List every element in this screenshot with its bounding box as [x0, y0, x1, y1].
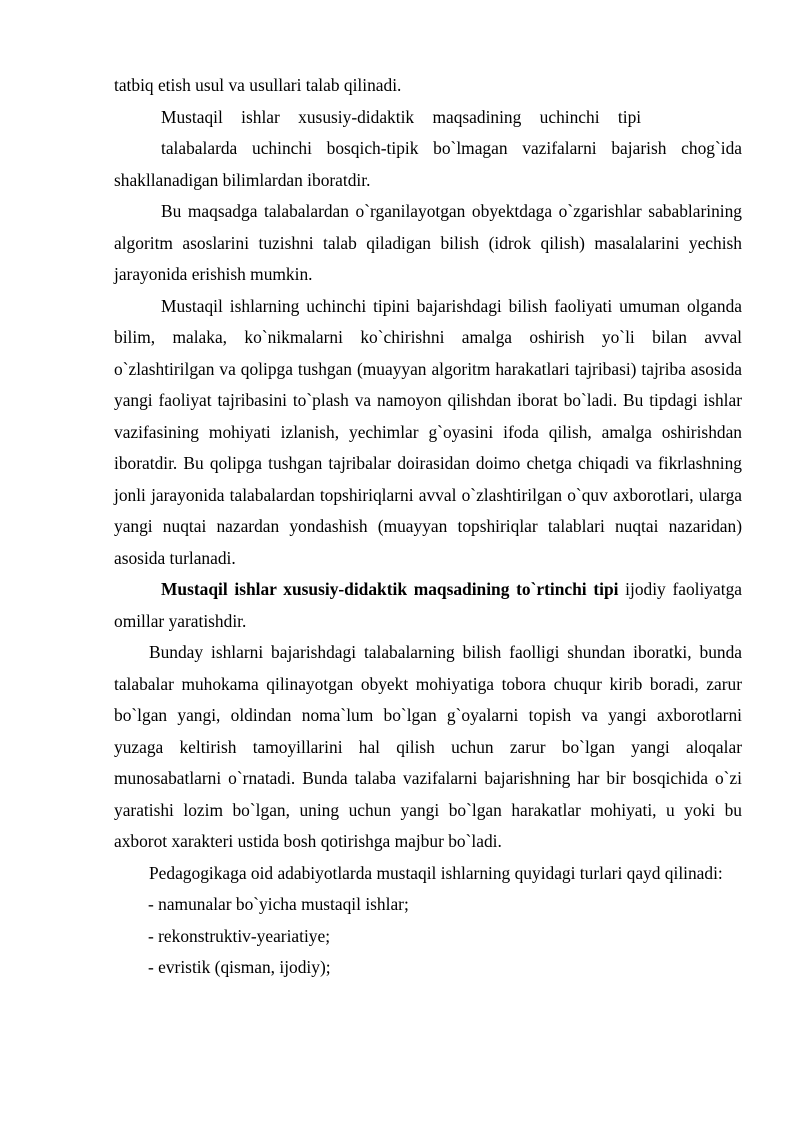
- list-item: - namunalar bo`yicha mustaqil ishlar;: [148, 894, 409, 914]
- paragraph-goal: Bu maqsadga talabalardan o`rganilayotgan obyektdaga o`zgarishlar sabablarining algoritm asoslarini tuzishni talab qiladigan bilish (idrok qilish) masalalarini yechish jarayonida erishish mumkin.: [114, 201, 742, 284]
- paragraph-fourth-type-activity: Bunday ishlarni bajarishdagi talabalarning bilish faolligi shundan iboratki, bunda talabalar muhokama qilinayotgan obyekt mohiyatiga tobora chuqur kirib boradi, zarur bo`lgan yangi, oldindan noma`lum bo`lgan g`oyalarni topish va yangi axborotlarni yuzaga keltirish tamoyillarini hal qilish uchun zarur bo`lgan yangi aloqalar munosabatlarni o`rnatadi. Bunda talaba vazifalarni bajarishning har bir bosqichida o`zi yaratishi lozim bo`lgan, uning uchun yangi bo`lgan harakatlar mohiyati, u yoki bu axborot xarakteri ustida bosh qotirishga majbur bo`ladi.: [114, 642, 742, 851]
- fourth-type-bold-heading: Mustaqil ishlar xususiy-didaktik maqsadining to`rtinchi tipi: [161, 579, 619, 599]
- paragraph-heading-third-type: Mustaqil ishlar xususiy-didaktik maqsadining uchinchi tipi: [161, 106, 642, 127]
- paragraph-types-intro: Pedagogikaga oid adabiyotlarda mustaqil ishlarning quyidagi turlari qayd qilinadi:: [149, 862, 723, 883]
- document-page: [114, 70, 742, 984]
- types-list: [114, 889, 742, 984]
- paragraph-third-type-activity: Mustaqil ishlarning uchinchi tipini bajarishdagi bilish faoliyati umuman olganda bilim, malaka, ko`nikmalarni ko`chirishni amalga oshirish yo`li bilan avval o`zlashtirilgan va qolipga tushgan (muayyan algoritm harakatlari tajribasi) tajriba asosida yangi faoliyat tajribasini to`plash va namoyon qilishdan iborat bo`ladi. Bu tipdagi ishlar vazifasining mohiyati izlanish, yechimlar g`oyasini ifoda qilish, amalga oshirishdan iboratdir. Bu qolipga tushgan tajribalar doirasidan doimo chetga chiqadi va fikrlashning jonli jarayonida talabalardan topshiriqlarni avval o`zlashtirilgan o`quv axborotlari, ularga yangi nuqtai nazardan yondashish (muayyan topshiriqlar talablari nuqtai nazaridan) asosida turlanadi.: [114, 295, 742, 568]
- list-item: - rekonstruktiv-yeariatiye;: [148, 925, 331, 946]
- paragraph-fourth-type: [114, 574, 742, 637]
- paragraph-third-type-definition: talabalarda uchinchi bosqich-tipik bo`lmagan vazifalarni bajarish chog`ida shakllanadigan bilimlardan iboratdir.: [114, 138, 742, 190]
- fourth-type-rest: ijodiy faoliyatga omillar yaratishdir.: [114, 579, 742, 631]
- list-item: - evristik (qisman, ijodiy);: [148, 957, 331, 977]
- paragraph-continuation: tatbiq etish usul va usullari talab qilinadi.: [114, 75, 402, 95]
